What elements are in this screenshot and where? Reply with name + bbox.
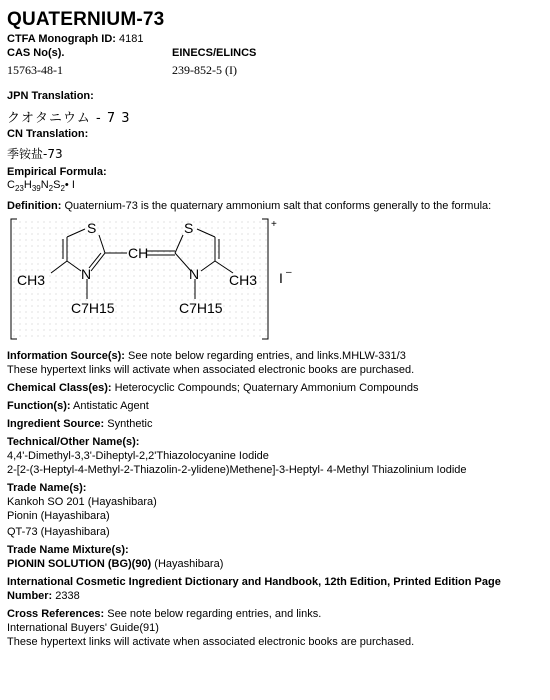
formula-n: N [40,179,49,191]
definition-value: Quaternium-73 is the quaternary ammonium salt that conforms generally to the formula: [64,200,492,212]
structure-diagram [7,215,307,345]
info-source-section [7,349,547,377]
formula-n-count: 2 [48,184,54,194]
function-value: Antistatic Agent [73,400,149,412]
function-label: Function(s): [7,400,71,412]
methyl-left: CH3 [17,272,46,288]
heptyl-right: C7H15 [179,300,223,316]
info-source-value: See note below regarding entries, and links. [128,350,343,362]
nitrogen-left: N [81,266,92,282]
page-title: QUATERNIUM-73 [7,9,165,30]
formula-h-count: 39 [31,184,41,194]
structure-svg [7,215,307,347]
einecs-column [172,46,256,78]
methyl-right: CH3 [229,272,258,288]
ingredient-source-value: Synthetic [107,418,153,430]
dictionary-label: International Cosmetic Ingredient Dictionary and Handbook, 12th Edition, Printed Edition Page Number: [7,576,501,602]
cn-label: CN Translation: [7,128,89,140]
trade-mixture-row [7,557,547,571]
ctfa-row [7,32,547,46]
dictionary-section [7,575,547,603]
cross-refs-item[interactable]: International Buyers' Guide(91) [7,622,159,634]
definition-label: Definition: [7,200,62,212]
definition-row [7,199,547,213]
trade-mixture-label: Trade Name Mixture(s): [7,544,129,556]
heptyl-left: C7H15 [71,300,115,316]
other-name-item: 2-[2-(3-Heptyl-4-Methyl-2-Thiazolin-2-ylidene)Methene]-3-Heptyl- 4-Methyl Thiazolinium Iodide [7,464,467,476]
trade-name-item[interactable]: QT-73 (Hayashibara) [7,526,110,538]
minus-charge: – [286,267,292,278]
info-source-link[interactable]: MHLW-331/3 [342,350,406,362]
info-source-row [7,349,547,363]
trade-mixture-supplier: (Hayashibara) [154,558,224,570]
cas-value: 15763-48-1 [7,63,63,77]
trade-names-section [7,481,547,539]
formula-c-count: 23 [14,184,24,194]
trade-name-item[interactable]: Pionin (Hayashibara) [7,510,110,522]
formula-value [7,179,547,196]
einecs-label: EINECS/ELINCS [172,47,257,59]
formula-s-count: 2 [60,184,65,194]
other-name-item: 4,4'-Dimethyl-3,3'-Diheptyl-2,2'Thiazolocyanine Iodide [7,450,269,462]
formula-c: C [7,179,15,191]
cas-label: CAS No(s). [7,47,65,59]
formula-label: Empirical Formula: [7,166,107,178]
chemical-class-row [7,381,547,395]
trade-name-item[interactable]: Kankoh SO 201 (Hayashibara) [7,496,157,508]
methine-ch: CH [128,245,149,261]
plus-charge: + [271,219,277,230]
trade-names-label: Trade Name(s): [7,482,87,494]
cross-refs-label: Cross References: [7,608,105,620]
sulfur-right: S [184,220,194,236]
trade-mixture-name[interactable]: PIONIN SOLUTION (BG)(90) [7,558,152,570]
other-names-section [7,435,547,477]
cross-refs-note: These hypertext links will activate when associated electronic books are purchased. [7,636,415,648]
formula-h: H [23,179,32,191]
ctfa-value: 4181 [119,33,144,45]
other-names-label: Technical/Other Name(s): [7,436,140,448]
dictionary-value: 2338 [55,590,80,602]
info-source-note: These hypertext links will activate when associated electronic books are purchased. [7,364,415,376]
cross-refs-section [7,607,547,649]
formula-s: S [53,179,61,191]
iodide: I [279,270,283,286]
sulfur-left: S [87,220,97,236]
function-row [7,399,547,413]
formula-iodide: • I [64,179,75,191]
nitrogen-right: N [189,266,200,282]
cross-refs-row [7,607,547,621]
ctfa-label: CTFA Monograph ID: [7,33,116,45]
trade-mixture-section [7,543,547,571]
ingredient-source-label: Ingredient Source: [7,418,105,430]
cn-value: 季铵盐-73 [7,147,63,161]
monograph-page [7,0,547,649]
info-source-label: Information Source(s): [7,350,125,362]
cas-column [7,46,64,78]
cas-einecs-block [7,46,547,78]
cross-refs-value: See note below regarding entries, and links. [107,608,322,620]
jpn-label: JPN Translation: [7,90,94,102]
chemical-class-label: Chemical Class(es): [7,382,112,394]
jpn-value: クオタニウム - 7 3 [7,111,131,126]
ingredient-source-row [7,417,547,431]
einecs-value: 239-852-5 (I) [172,63,237,77]
chemical-class-value: Heterocyclic Compounds; Quaternary Ammonium Compounds [114,382,419,394]
